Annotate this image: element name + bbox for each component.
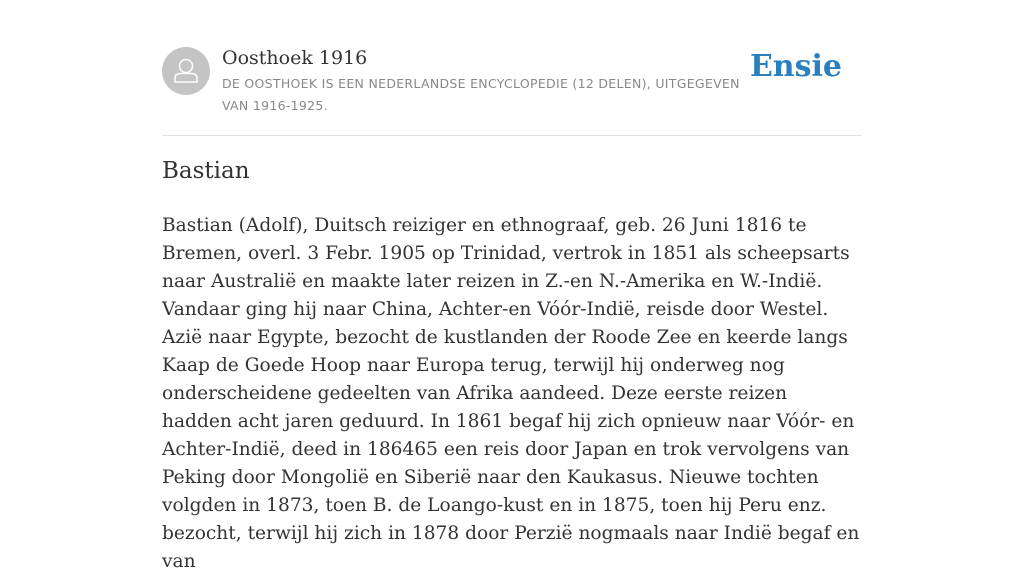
ensie-logo[interactable]: Ensie bbox=[749, 49, 842, 84]
source-title[interactable]: Oosthoek 1916 bbox=[222, 47, 368, 69]
source-description: DE OOSTHOEK IS EEN NEDERLANDSE ENCYCLOPEDIE (12 DELEN), UITGEGEVEN VAN 1916-1925. bbox=[222, 76, 740, 113]
avatar[interactable] bbox=[162, 47, 210, 95]
entry-title: Bastian bbox=[162, 158, 250, 184]
source-header bbox=[162, 45, 862, 136]
entry-body: Bastian (Adolf), Duitsch reiziger en ethnograaf, geb. 26 Juni 1816 te Bremen, overl. 3 Febr. 1905 op Trinidad, vertrok in 1851 als scheepsarts naar Australië en maakte later reizen in Z.-en N.-Amerika en W.-Indië. Vandaar ging hij naar China, Achter-en Vóór-Indië, reisde door Westel. Azië naar Egypte, bezocht de kustlanden der Roode Zee en keerde langs Kaap de Goede Hoop naar Europa terug, terwijl hij onderweg nog onderscheidene gedeelten van Afrika aandeed. Deze eerste reizen hadden acht jaren geduurd. In 1861 begaf hij zich opnieuw naar Vóór- en Achter-Indië, deed in 186465 een reis door Japan en trok vervolgens van Peking door Mongolië en Siberië naar den Kaukasus. Nieuwe tochten volgden in 1873, toen B. de Loango-kust en in 1875, toen hij Peru enz. bezocht, terwijl hij zich in 1878 door Perzië nogmaals naar Indië begaf en van bbox=[162, 215, 860, 572]
user-icon bbox=[162, 47, 210, 95]
